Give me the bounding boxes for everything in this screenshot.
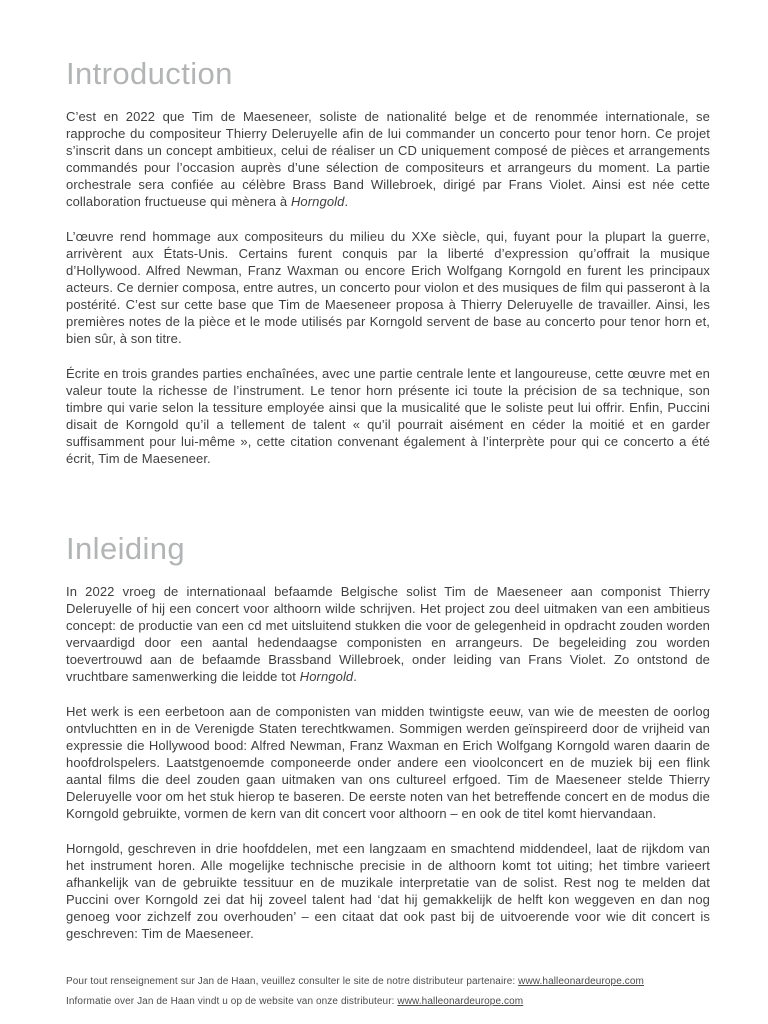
intro-p1-period: .	[344, 194, 349, 209]
heading-introduction: Introduction	[66, 56, 233, 91]
inleiding-p1-text: In 2022 vroeg de internationaal befaamde Belgische solist Tim de Maeseneer aan componist Thierry Deleruyelle of hij een concert voor althoorn wilde schrijven. Het project zou deel uitmaken van een ambitieus concept: de productie van een cd met uitsluitend stukken die voor de gelegenheid in opdracht zouden worden vervaardigd door een aantal hedendaagse componisten en arrangeurs. De begeleiding zou worden toevertrouwd aan de befaamde Brassband Willebroek, onder leiding van Frans Violet. Zo ontstond de vruchtbare samenwerking die leidde tot	[66, 584, 710, 684]
work-title-horngold-fr: Horngold	[290, 194, 345, 209]
heading-inleiding: Inleiding	[66, 531, 186, 566]
inleiding-paragraph-3: Horngold, geschreven in drie hoofddelen, met een langzaam en smachtend middendeel, laat de rijkdom van het instrument horen. Alle mogelijke technische precisie in de althoorn komt tot uiting; het timbre varieert afhankelijk van de gebruikte tessituur en de muzikale interpretatie van de solist. Rest nog te melden dat Puccini over Korngold zei dat hij zoveel talent had ‘dat hij gemakkelijk de helft kon weggeven en dan nog genoeg voor zichzelf zou overhouden’ – een citaat dat ook past bij de uitvoerende voor wie dit concert is geschreven: Tim de Maeseneer.	[66, 841, 710, 941]
work-title-horngold-nl: Horngold	[299, 669, 354, 684]
intro-paragraph-2: L’œuvre rend hommage aux compositeurs du milieu du XXe siècle, qui, fuyant pour la plupart la guerre, arrivèrent aux États-Unis. Certains furent conquis par la liberté d’expression qu’offrait la musique d’Hollywood. Alfred Newman, Franz Waxman ou encore Erich Wolfgang Korngold en furent les principaux acteurs. Ce dernier composa, entre autres, un concerto pour violon et des musiques de film qui passeront à la postérité. C’est sur cette base que Tim de Maeseneer proposa à Thierry Deleruyelle de travailler. Ainsi, les premières notes de la pièce et le mode utilisés par Korngold servent de base au concerto pour tenor horn et, bien sûr, à son titre.	[66, 229, 710, 346]
inleiding-paragraph-2: Het werk is een eerbetoon aan de componisten van midden twintigste eeuw, van wie de meesten de oorlog ontvluchtten en in de Verenigde Staten terechtkwamen. Sommigen werden geïnspireerd door de vrijheid van expressie die Hollywood bood: Alfred Newman, Franz Waxman en Erich Wolfgang Korngold waren daarin de hoofdrolspelers. Laatstgenoemde componeerde onder andere een vioolconcert en de muziek bij een flink aantal films die deel zouden gaan uitmaken van ons cultureel erfgoed. Tim de Maeseneer stelde Thierry Deleruyelle voor om het stuk hierop te baseren. De eerste noten van het betreffende concert en de modus die Korngold gebruikte, vormen de kern van dit concert voor althoorn – en ook de titel komt hiervandaan.	[66, 704, 710, 821]
intro-paragraph-3: Écrite en trois grandes parties enchaînées, avec une partie centrale lente et langoureuse, cette œuvre met en valeur toute la richesse de l’instrument. Le tenor horn présente ici toute la précision de sa technique, son timbre qui varie selon la tessiture employée ainsi que la musicalité que le soliste peut lui offrir. Enfin, Puccini disait de Korngold qu’il a tellement de talent « qu’il pourrait aisément en céder la moitié et en garder suffisamment pour lui-même », cette citation convenant également à l’interprète pour qui ce concerto a été écrit, Tim de Maeseneer.	[66, 366, 710, 466]
intro-paragraph-1	[66, 108, 710, 210]
page-footer	[66, 976, 710, 1008]
footer-nl-text: Informatie over Jan de Haan vindt u op de website van onze distributeur:	[66, 996, 398, 1007]
intro-p1-text: C’est en 2022 que Tim de Maeseneer, soliste de nationalité belge et de renommée internationale, se rapproche du compositeur Thierry Deleruyelle afin de lui commander un concerto pour tenor horn. Ce projet s’inscrit dans un concept ambitieux, celui de réaliser un CD uniquement composé de pièces et arrangements commandés pour l’occasion auprès d’une sélection de compositeurs et arrangeurs du moment. La partie orchestrale sera confiée au célèbre Brass Band Willebroek, dirigé par Frans Violet. Ainsi est née cette collaboration fructueuse qui mènera à	[66, 109, 710, 209]
section-dutch	[66, 531, 710, 942]
inleiding-p1-period: .	[353, 669, 357, 684]
footer-line-fr	[66, 976, 710, 988]
inleiding-paragraph-1	[66, 583, 710, 685]
distributor-link-fr[interactable]: www.halleonardeurope.com	[518, 976, 644, 987]
footer-line-nl	[66, 996, 710, 1008]
section-french	[66, 56, 710, 467]
footer-fr-text: Pour tout renseignement sur Jan de Haan, veuillez consulter le site de notre distributeur partenaire:	[66, 976, 519, 987]
distributor-link-nl[interactable]: www.halleonardeurope.com	[397, 996, 524, 1007]
